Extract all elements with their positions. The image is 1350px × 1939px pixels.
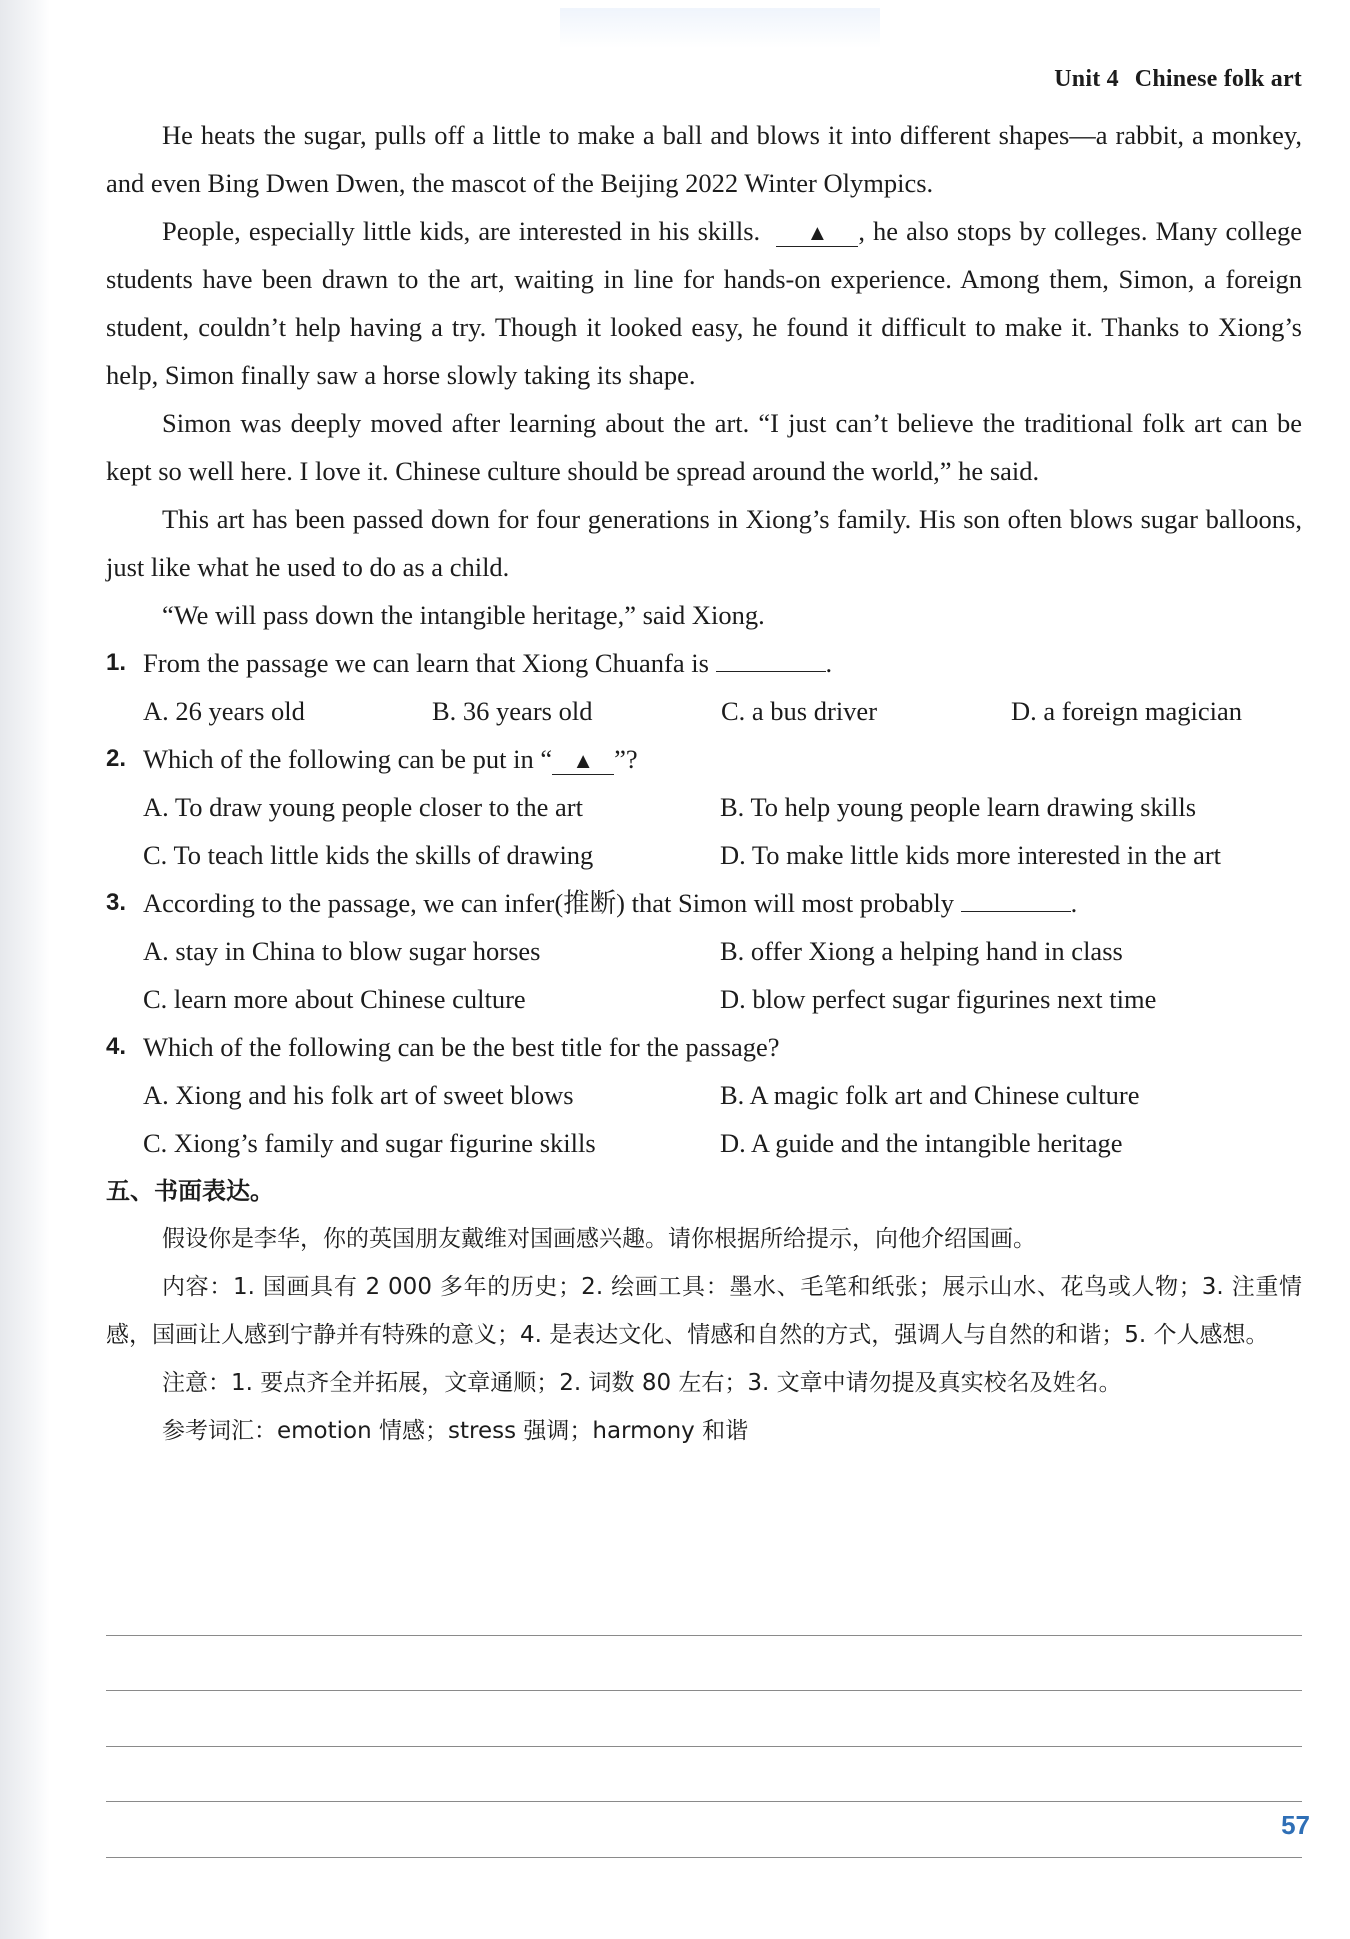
option-d: D. blow perfect sugar figurines next time [720, 984, 1157, 1014]
question-end: ”? [614, 744, 638, 774]
option-b: B. offer Xiong a helping hand in class [720, 936, 1123, 966]
question-1 [106, 639, 1302, 735]
option-a: A. To draw young people closer to the art [143, 792, 583, 822]
options [106, 927, 1302, 1023]
writing-prompt: 假设你是李华，你的英国朋友戴维对国画感兴趣。请你根据所给提示，向他介绍国画。 [162, 1226, 1036, 1252]
question-text [143, 879, 1302, 927]
writing-line[interactable] [106, 1691, 1302, 1747]
answer-blank [961, 881, 1071, 912]
paragraph-2-before: People, especially little kids, are interested in his skills. [162, 216, 761, 246]
option-c: C. a bus driver [721, 696, 878, 726]
faint-watermark [560, 8, 880, 48]
binding-shadow [0, 0, 50, 1939]
option-b: B. 36 years old [432, 696, 593, 726]
writing-line[interactable] [106, 1747, 1302, 1803]
page-header [1054, 66, 1302, 93]
writing-section-title: 五、书面表达。 [106, 1177, 274, 1205]
unit-title: Chinese folk art [1134, 66, 1302, 92]
answer-blank [716, 641, 826, 672]
main-content [106, 111, 1302, 1455]
triangle-blank: ▲ [552, 748, 614, 775]
question-number: 1. [106, 649, 127, 676]
writing-line[interactable] [106, 1636, 1302, 1692]
option-b: B. To help young people learn drawing skills [720, 792, 1197, 822]
option-a: A. 26 years old [143, 696, 305, 726]
writing-notes: 注意：1. 要点齐全并拓展，文章通顺；2. 词数 80 左右；3. 文章中请勿提及真实校名及姓名。 [162, 1370, 1122, 1396]
question-number: 2. [106, 745, 127, 772]
question-text [143, 639, 1302, 687]
unit-label: Unit 4 [1054, 66, 1119, 92]
passage-paragraph-2 [106, 207, 1302, 399]
passage-paragraph-5: “We will pass down the intangible heritage,” said Xiong. [162, 600, 765, 630]
question-number: 4. [106, 1033, 127, 1060]
option-d: D. a foreign magician [1011, 696, 1243, 726]
question-stem: From the passage we can learn that Xiong Chuanfa is [143, 648, 709, 678]
option-c: C. To teach little kids the skills of drawing [143, 840, 594, 870]
question-4 [106, 1023, 1302, 1167]
passage-paragraph-3: Simon was deeply moved after learning about the art. “I just can’t believe the traditional folk art can be kept so well here. I love it. Chinese culture should be spread around the world,” he said. [106, 408, 1302, 486]
question-stem: Which of the following can be put in “ [143, 744, 553, 774]
paragraph-2-after: , he also stops by colleges. Many college students have been drawn to the art, waiting in line for hands-on experience. Among them, Simon, a foreign student, couldn’t help having a try. Though it looked easy, he found it difficult to make it. Thanks to Xiong’s help, Simon finally saw a horse slowly taking its shape. [106, 216, 1302, 390]
question-number: 3. [106, 889, 127, 916]
writing-vocabulary: 参考词汇：emotion 情感；stress 强调；harmony 和谐 [162, 1418, 749, 1444]
question-3 [106, 879, 1302, 1023]
writing-content-points: 内容：1. 国画具有 2 000 多年的历史；2. 绘画工具：墨水、毛笔和纸张；展示山水、花鸟或人物；3. 注重情感，国画让人感到宁静并有特殊的意义；4. 是表达文化、情感和自然的方式，强调人与自然的和谐；5. 个人感想。 [106, 1274, 1302, 1348]
options [106, 687, 1302, 735]
question-text [143, 735, 1302, 783]
option-d: D. A guide and the intangible heritage [720, 1128, 1123, 1158]
writing-line[interactable] [106, 1580, 1302, 1636]
passage-paragraph-4: This art has been passed down for four generations in Xiong’s family. His son often blows sugar balloons, just like what he used to do as a child. [106, 504, 1302, 582]
options [106, 1071, 1302, 1167]
answer-writing-area[interactable] [106, 1580, 1302, 1858]
option-c: C. Xiong’s family and sugar figurine skills [143, 1128, 596, 1158]
option-c: C. learn more about Chinese culture [143, 984, 526, 1014]
option-a: A. Xiong and his folk art of sweet blows [143, 1080, 574, 1110]
page-number: 57 [1281, 1810, 1310, 1840]
question-text: Which of the following can be the best title for the passage? [143, 1032, 780, 1062]
question-end: . [1070, 888, 1078, 918]
triangle-blank: ▲ [776, 220, 858, 247]
question-end: . [825, 648, 833, 678]
passage-paragraph-1: He heats the sugar, pulls off a little to make a ball and blows it into different shapes—a rabbit, a monkey, and even Bing Dwen Dwen, the mascot of the Beijing 2022 Winter Olympics. [106, 120, 1302, 198]
option-a: A. stay in China to blow sugar horses [143, 936, 541, 966]
option-b: B. A magic folk art and Chinese culture [720, 1080, 1140, 1110]
question-2 [106, 735, 1302, 879]
option-d: D. To make little kids more interested in the art [720, 840, 1222, 870]
writing-line[interactable] [106, 1802, 1302, 1858]
question-stem: According to the passage, we can infer(推断) that Simon will most probably [143, 888, 955, 918]
options [106, 783, 1302, 879]
